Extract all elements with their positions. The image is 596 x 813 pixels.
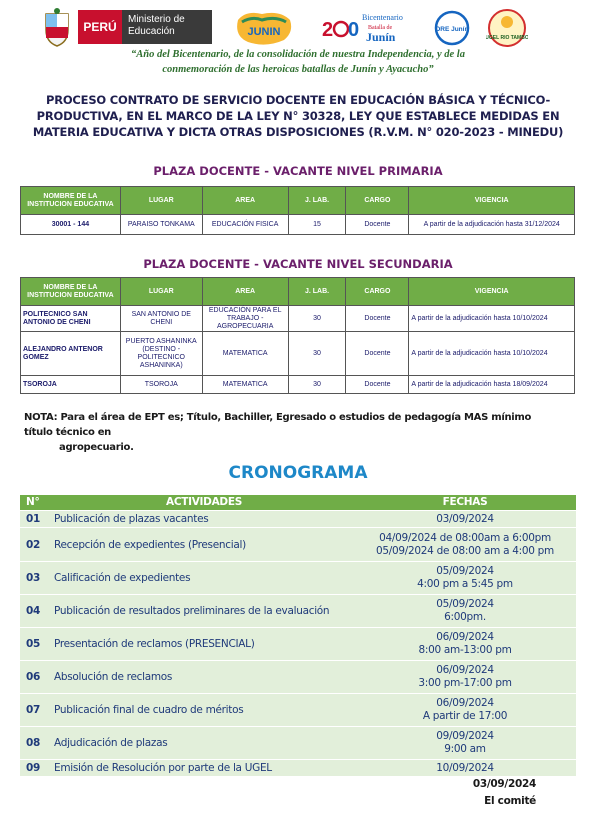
- cronograma-header-row: [20, 495, 576, 511]
- date-line: 8:00 am-13:00 pm: [418, 644, 512, 656]
- table-cell: A partir de la adjudicación hasta 10/10/2024: [409, 332, 575, 376]
- row-number: 08: [26, 737, 41, 749]
- table-row: [20, 760, 576, 777]
- column-header: CARGO: [346, 278, 409, 306]
- activity: Publicación de resultados preliminares de la evaluación: [54, 605, 330, 617]
- ugel-logo-text: UGEL RIO TAMBO: [486, 35, 528, 41]
- table-cell: POLITECNICO SAN ANTONIO DE CHENI: [21, 306, 121, 332]
- signoff-date: 03/09/2024: [472, 778, 536, 790]
- date-cell: [354, 760, 576, 776]
- junin-logo-text: JUNIN: [247, 26, 281, 38]
- date-line: 6:00pm.: [444, 611, 486, 623]
- date-line: 05/09/2024 de 08:00 am a 4:00 pm: [376, 544, 554, 557]
- table-cell: Docente: [346, 332, 409, 376]
- year-motto: [40, 47, 556, 77]
- activity: Publicación de plazas vacantes: [54, 513, 209, 525]
- activity: Presentación de reclamos (PRESENCIAL): [54, 638, 255, 650]
- date-line: 06/09/2024: [436, 631, 494, 643]
- row-number: 05: [26, 638, 41, 650]
- column-header: N°: [26, 496, 40, 508]
- table-cell: Docente: [346, 306, 409, 332]
- row-number: 09: [26, 762, 41, 774]
- table-row: [20, 628, 576, 661]
- table-cell: TSOROJA: [120, 376, 202, 394]
- column-header: NOMBRE DE LA INSTITUCION EDUCATIVA: [21, 278, 121, 306]
- date-cell: [354, 727, 576, 759]
- date-cell: [354, 562, 576, 594]
- table-cell: 30001 - 144: [21, 215, 121, 235]
- column-header: VIGENCIA: [409, 187, 575, 215]
- bicentenario-junin-text: Junín: [366, 30, 396, 44]
- date-line: 06/09/2024: [436, 664, 494, 676]
- date-cell: [354, 628, 576, 660]
- secundaria-table: [20, 277, 575, 394]
- column-header: NOMBRE DE LA INSTITUCION EDUCATIVA: [21, 187, 121, 215]
- date-cell: [354, 595, 576, 627]
- table-cell: 15: [288, 215, 346, 235]
- table-row: [20, 562, 576, 595]
- bicentenario-logo: [320, 8, 420, 48]
- column-header: LUGAR: [120, 187, 202, 215]
- table-cell: MATEMATICA: [202, 332, 288, 376]
- title-line-1: PROCESO CONTRATO DE SERVICIO DOCENTE EN EDUCACIÓN BÁSICA Y TÉCNICO-: [45, 93, 551, 107]
- activity: Absolución de reclamos: [54, 671, 173, 683]
- nota-block: [24, 410, 544, 455]
- table-row: [20, 595, 576, 628]
- row-number: 03: [26, 572, 41, 584]
- minedu-logo: [78, 10, 212, 44]
- cronograma-title: CRONOGRAMA: [228, 463, 368, 483]
- table-cell: TSOROJA: [21, 376, 121, 394]
- date-cell: [354, 694, 576, 726]
- date-line: 9:00 am: [444, 743, 486, 755]
- dre-logo-text: DRE Junín: [435, 26, 469, 33]
- primaria-heading: PLAZA DOCENTE - VACANTE NIVEL PRIMARIA: [153, 164, 443, 178]
- svg-text:0: 0: [348, 19, 360, 41]
- table-cell: Docente: [346, 376, 409, 394]
- bicentenario-text: Bicentenario: [362, 13, 403, 22]
- table-cell: PUERTO ASHANINKA (DESTINO - POLITECNICO ASHANINKA): [120, 332, 202, 376]
- table-cell: 30: [288, 306, 346, 332]
- date-line: 3:00 pm-17:00 pm: [418, 677, 512, 689]
- primaria-table: [20, 186, 575, 235]
- date-line: 04/09/2024 de 08:00am a 6:00pm: [379, 531, 551, 544]
- table-row: [20, 727, 576, 760]
- activity: Adjudicación de plazas: [54, 737, 168, 749]
- table-cell: EDUCACIÓN FISICA: [202, 215, 288, 235]
- column-header: ACTIVIDADES: [166, 496, 242, 508]
- column-header: VIGENCIA: [409, 278, 575, 306]
- nota-line-1: NOTA: Para el área de EPT es; Título, Bachiller, Egresado o estudios de pedagogía MAS mínimo título técnico en: [24, 412, 532, 438]
- secundaria-heading: PLAZA DOCENTE - VACANTE NIVEL SECUNDARIA: [143, 257, 453, 271]
- table-cell: MATEMATICA: [202, 376, 288, 394]
- svg-text:2: 2: [322, 19, 334, 41]
- nota-line-2: agropecuario.: [59, 442, 134, 453]
- table-row: [21, 376, 575, 394]
- date-line: 06/09/2024: [436, 697, 494, 709]
- bicentenario-sub-text: Batalla de: [368, 25, 393, 31]
- motto-line-2: conmemoración de las heroicas batallas de Junín y Ayacucho”: [162, 64, 434, 75]
- activity: Recepción de expedientes (Presencial): [54, 538, 246, 551]
- table-row: [21, 332, 575, 376]
- table-row: [21, 306, 575, 332]
- ugel-rio-tambo-logo: [486, 8, 528, 48]
- cronograma-table: [20, 495, 576, 777]
- date-cell: [354, 528, 576, 561]
- column-header: AREA: [202, 278, 288, 306]
- table-cell: PARAISO TONKAMA: [120, 215, 202, 235]
- table-row: [20, 661, 576, 694]
- activity: Publicación final de cuadro de méritos: [54, 704, 244, 716]
- signoff-signer: El comité: [484, 795, 536, 807]
- row-number: 07: [26, 704, 41, 716]
- document-title: [30, 92, 566, 140]
- date-line: 05/09/2024: [436, 598, 494, 610]
- column-header: LUGAR: [120, 278, 202, 306]
- ministry-label: Ministerio de Educación: [122, 10, 212, 44]
- column-header: AREA: [202, 187, 288, 215]
- title-line-2: PRODUCTIVA, EN EL MARCO DE LA LEY N° 30328, LEY QUE ESTABLECE MEDIDAS EN: [36, 109, 560, 123]
- activity: Emisión de Resolución por parte de la UGEL: [54, 762, 272, 774]
- date-line: A partir de 17:00: [422, 710, 508, 722]
- row-number: 02: [26, 538, 41, 551]
- table-cell: A partir de la adjudicación hasta 10/10/2024: [409, 306, 575, 332]
- peru-coat-of-arms-icon: [42, 8, 72, 48]
- header-logos: [42, 8, 562, 50]
- table-cell: 30: [288, 332, 346, 376]
- date-line: 03/09/2024: [436, 512, 494, 525]
- dre-junin-logo: [434, 8, 470, 48]
- column-header: J. LAB.: [288, 187, 346, 215]
- date-cell: [354, 511, 576, 527]
- row-number: 01: [26, 513, 41, 525]
- table-cell: A partir de la adjudicación hasta 31/12/2024: [409, 215, 575, 235]
- table-header-row: [21, 278, 575, 306]
- table-row: [20, 528, 576, 562]
- table-header-row: [21, 187, 575, 215]
- table-row: [20, 694, 576, 727]
- column-header: CARGO: [346, 187, 409, 215]
- column-header: FECHAS: [442, 496, 488, 508]
- table-cell: SAN ANTONIO DE CHENI: [120, 306, 202, 332]
- row-number: 06: [26, 671, 41, 683]
- table-cell: A partir de la adjudicación hasta 18/09/2024: [409, 376, 575, 394]
- row-number: 04: [26, 605, 41, 617]
- junin-region-logo: [232, 8, 296, 48]
- table-cell: 30: [288, 376, 346, 394]
- table-row: [21, 215, 575, 235]
- table-cell: Docente: [346, 215, 409, 235]
- title-line-3: MATERIA EDUCATIVA Y DICTA OTRAS DISPOSICIONES (R.V.M. N° 020-2023 - MINEDU): [32, 125, 564, 139]
- date-line: 4:00 pm a 5:45 pm: [417, 578, 513, 590]
- column-header: J. LAB.: [288, 278, 346, 306]
- table-row: [20, 511, 576, 528]
- motto-line-1: “Año del Bicentenario, de la consolidación de nuestra Independencia, y de la: [131, 49, 465, 60]
- date-line: 05/09/2024: [436, 565, 494, 577]
- table-cell: EDUCACIÓN PARA EL TRABAJO - AGROPECUARIA: [202, 306, 288, 332]
- date-line: 09/09/2024: [436, 730, 494, 742]
- peru-label: PERÚ: [78, 10, 122, 44]
- date-line: 10/09/2024: [436, 761, 494, 774]
- activity: Calificación de expedientes: [54, 572, 191, 584]
- table-cell: ALEJANDRO ANTENOR GOMEZ: [21, 332, 121, 376]
- date-cell: [354, 661, 576, 693]
